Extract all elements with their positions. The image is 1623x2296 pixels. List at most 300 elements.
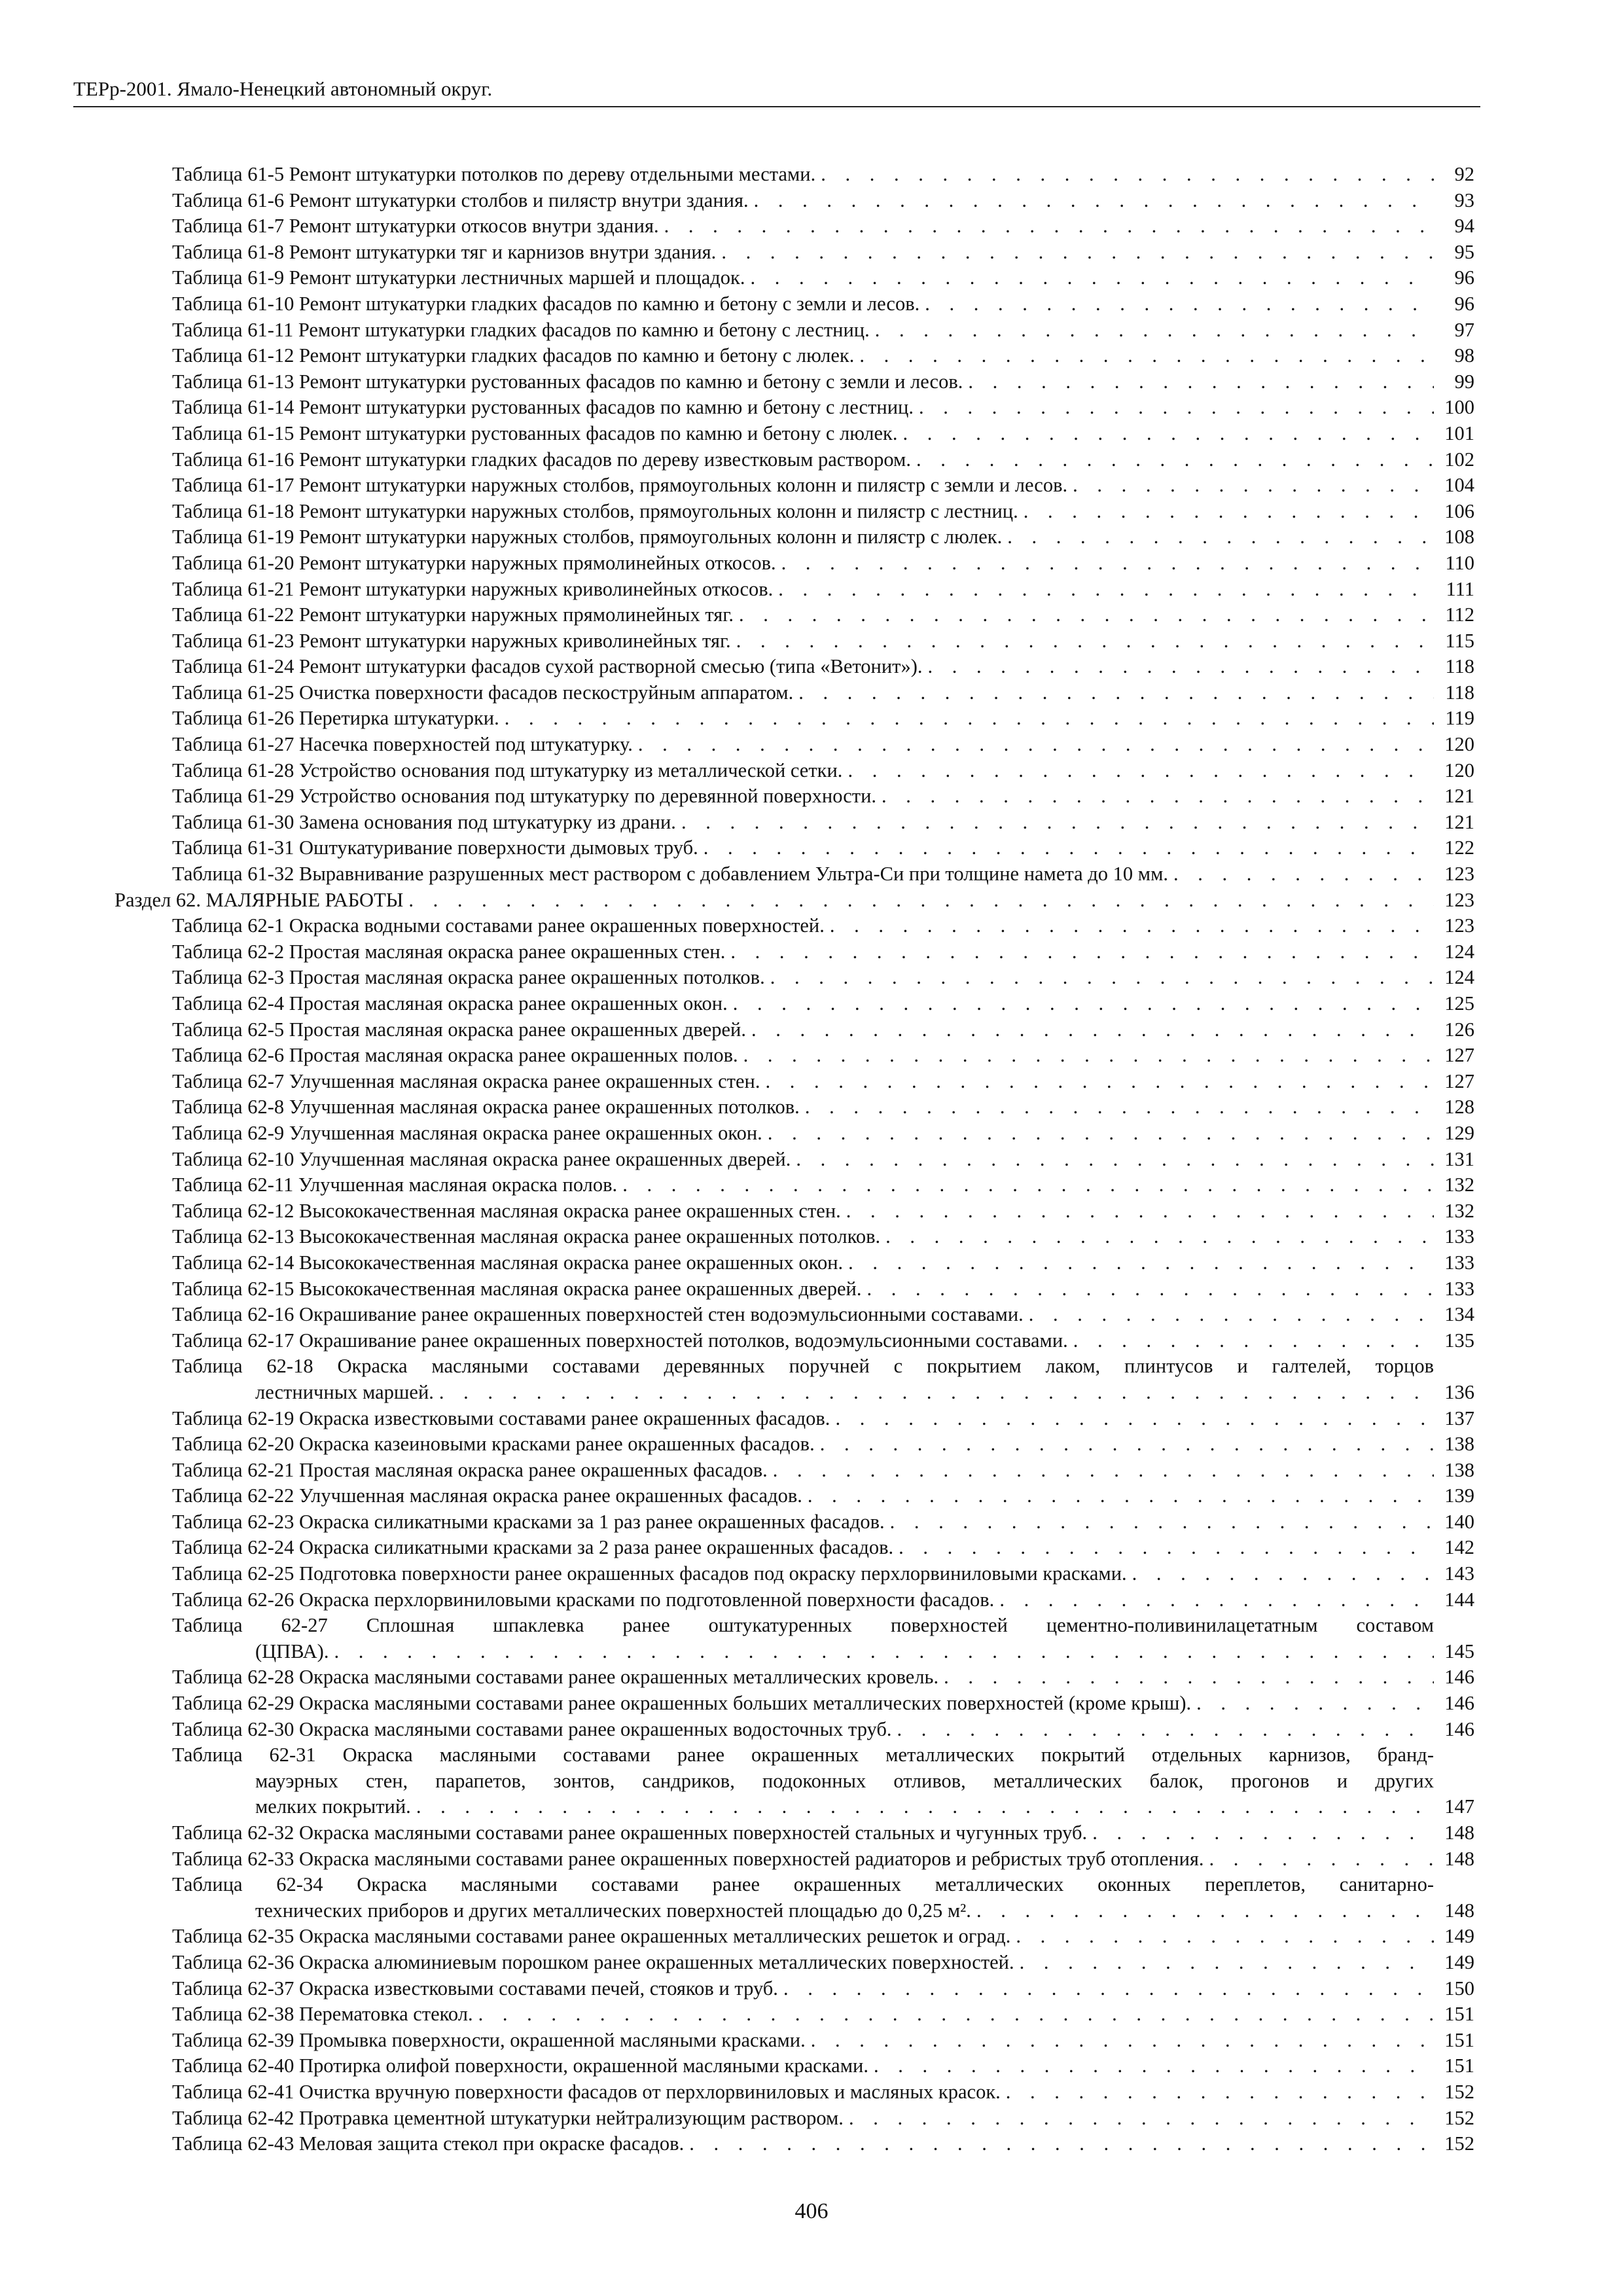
dot-leader (1018, 499, 1434, 525)
dot-leader (1127, 1561, 1434, 1587)
toc-entry-text: Таблица 62-38 Перематовка стекол. (172, 2003, 473, 2026)
toc-page-number: 133 (1444, 1251, 1474, 1274)
toc-entry (115, 524, 1474, 550)
toc-entry (115, 1354, 1474, 1405)
toc-entry-text: Таблица 61-17 Ремонт штукатурки наружных столбов, прямоугольных колонн и пилястр с земли и лесов. (172, 474, 1068, 497)
toc-entry (115, 499, 1474, 525)
toc-entry-text: Таблица 61-6 Ремонт штукатурки столбов и пилястр внутри здания. (172, 188, 749, 211)
toc-entry-text: Таблица 61-18 Ремонт штукатурки наружных столбов, прямоугольных колонн и пилястр с лестниц. (172, 499, 1018, 522)
toc-page-number: 152 (1444, 2106, 1474, 2129)
dot-leader (1024, 1302, 1434, 1328)
toc-entry (115, 369, 1474, 395)
dot-leader (815, 162, 1434, 188)
toc-page-number: 97 (1454, 318, 1474, 341)
toc-page-number: 100 (1444, 396, 1474, 419)
dot-leader (885, 1509, 1434, 1535)
toc-entry (115, 1406, 1474, 1432)
toc-entry-title (172, 783, 1434, 810)
dot-leader (1067, 473, 1434, 499)
toc-entry-title (172, 835, 1434, 861)
toc-page-number: 99 (1454, 370, 1474, 393)
toc-page-number: 134 (1444, 1303, 1474, 1326)
toc-entry-title (172, 1691, 1434, 1717)
toc-entry (115, 395, 1474, 421)
toc-entry-text: Таблица 62-41 Очистка вручную поверхности фасадов от перхлорвиниловых и масляных красок. (172, 2080, 1001, 2103)
toc-entry (115, 1147, 1474, 1173)
toc-page-number: 150 (1444, 1977, 1474, 2000)
toc-entry (115, 732, 1474, 758)
toc-page-number: 122 (1444, 836, 1474, 859)
toc-page-number: 96 (1454, 266, 1474, 289)
toc-entry-title (172, 1509, 1434, 1535)
toc-entry (115, 1328, 1474, 1354)
dot-leader (473, 2001, 1434, 2028)
toc-entry-title (172, 1717, 1434, 1743)
toc-entry-title (172, 2028, 1434, 2054)
toc-page-number: 110 (1445, 551, 1474, 574)
toc-page-number: 123 (1444, 914, 1474, 937)
toc-entry-text: Таблица 62-23 Окраска силикатными красками за 1 раз ранее окрашенных фасадов. (172, 1510, 885, 1533)
toc-entry (115, 835, 1474, 861)
toc-entry-title (172, 1846, 1434, 1873)
toc-entry-text: Таблица 62-15 Высококачественная масляная окраска ранее окрашенных дверей. (172, 1277, 862, 1300)
dot-leader (1002, 524, 1434, 550)
toc-entry (115, 162, 1474, 188)
toc-entry-title (172, 1121, 1434, 1147)
toc-page-number: 138 (1444, 1458, 1474, 1481)
toc-entry-text: Таблица 62-42 Протравка цементной штукатурки нейтрализующим раствором. (172, 2106, 844, 2129)
toc-entry (115, 1250, 1474, 1276)
dot-leader (880, 1224, 1434, 1250)
toc-entry-title (172, 499, 1434, 525)
dot-leader (659, 213, 1434, 240)
toc-entry-text: Таблица 62-31 Окраска масляными составами ранее окрашенных металлических покрытий отдельных карнизов, бранд- (172, 1744, 1434, 1767)
toc-entry (115, 1121, 1474, 1147)
dot-leader (499, 706, 1434, 732)
toc-page-number: 147 (1444, 1795, 1474, 1818)
toc-page-number: 98 (1454, 344, 1474, 367)
toc-page-number: 139 (1444, 1484, 1474, 1507)
dot-leader (684, 2131, 1434, 2157)
toc-entry-title (172, 1950, 1434, 1976)
dot-leader (911, 447, 1434, 473)
dot-leader (1087, 1820, 1434, 1846)
toc-page-number: 120 (1444, 733, 1474, 756)
dot-leader (738, 1043, 1434, 1069)
dot-leader (854, 343, 1434, 369)
toc-entry-text: Таблица 62-21 Простая масляная окраска ранее окрашенных фасадов. (172, 1458, 768, 1481)
toc-entry (115, 473, 1474, 499)
dot-leader (994, 1587, 1434, 1613)
dot-leader (842, 758, 1434, 784)
toc-entry (115, 1043, 1474, 1069)
toc-entry-text: Таблица 62-17 Окрашивание ранее окрашенных поверхностей потолков, водоэмульсионными составами. (172, 1329, 1068, 1352)
toc-entry-title (172, 1354, 1434, 1405)
toc-page-number: 118 (1445, 655, 1474, 678)
toc-entry-text: Таблица 62-8 Улучшенная масляная окраска ранее окрашенных потолков. (172, 1096, 800, 1119)
toc-entry (115, 188, 1474, 214)
dot-leader (868, 2053, 1434, 2079)
toc-entry (115, 343, 1474, 369)
toc-page-number: 124 (1444, 940, 1474, 963)
toc-entry-text: Таблица 61-20 Ремонт штукатурки наружных прямолинейных откосов. (172, 551, 776, 574)
toc-entry-text: Таблица 61-32 Выравнивание разрушенных мест раствором с добавлением Ультра-Си при толщине намета до 10 мм. (172, 863, 1169, 886)
toc-entry (115, 577, 1474, 603)
toc-entry (115, 265, 1474, 291)
toc-entry-text: лестничных маршей. (255, 1380, 434, 1403)
toc-page-number: 151 (1444, 2028, 1474, 2051)
dot-leader (791, 1147, 1434, 1173)
toc-entry (115, 1846, 1474, 1873)
toc-entry (115, 1017, 1474, 1043)
toc-entry-text: Таблица 61-9 Ремонт штукатурки лестничных маршей и площадок. (172, 266, 745, 289)
toc-entry-text: Таблица 61-23 Ремонт штукатурки наружных криволинейных тяг. (172, 629, 731, 652)
toc-entry-title (172, 1017, 1434, 1043)
toc-entry (115, 913, 1474, 939)
toc-entry-title (172, 654, 1434, 680)
toc-entry-title (172, 524, 1434, 550)
toc-entry-text: Таблица 61-25 Очистка поверхности фасадов пескоструйным аппаратом. (172, 681, 794, 704)
dot-leader (919, 291, 1434, 317)
toc-page-number: 93 (1454, 188, 1474, 211)
toc-entry-title (172, 317, 1434, 344)
toc-page-number: 148 (1444, 1821, 1474, 1844)
toc-entry-title (172, 1172, 1434, 1198)
toc-entry-title (172, 2079, 1434, 2106)
toc-entry-text: Таблица 61-30 Замена основания под штукатурку из драни. (172, 810, 676, 833)
toc-entry-text: Таблица 62-6 Простая масляная окраска ранее окрашенных полов. (172, 1044, 738, 1067)
dot-leader (676, 810, 1434, 836)
toc-entry-text: Таблица 62-5 Простая масляная окраска ранее окрашенных дверей. (172, 1018, 746, 1041)
toc-entry (115, 1820, 1474, 1846)
toc-page-number: 146 (1444, 1692, 1474, 1715)
dot-leader (870, 317, 1434, 344)
toc-entry-text: Таблица 62-22 Улучшенная масляная окраска ранее окрашенных фасадов. (172, 1484, 802, 1507)
dot-leader (1014, 1950, 1434, 1976)
toc-page-number: 143 (1444, 1562, 1474, 1585)
dot-leader (411, 1794, 1434, 1820)
dot-leader (633, 732, 1434, 758)
toc-entry-text: мауэрных стен, парапетов, зонтов, сандриков, подоконных отливов, металлических балок, прогонов и других (255, 1769, 1434, 1792)
toc-page-number: 144 (1444, 1588, 1474, 1611)
toc-entry-text: технических приборов и других металлических поверхностей площадью до 0,25 м². (255, 1899, 971, 1922)
toc-entry-text: Таблица 61-21 Ремонт штукатурки наружных криволинейных откосов. (172, 577, 774, 600)
toc-entry-title (172, 240, 1434, 266)
toc-entry (115, 991, 1474, 1017)
toc-page-number: 102 (1444, 448, 1474, 471)
dot-leader (923, 654, 1434, 680)
toc-page-number: 121 (1444, 785, 1474, 808)
toc-entry-text: Таблица 62-16 Окрашивание ранее окрашенных поверхностей стен водоэмульсионными составами. (172, 1303, 1024, 1326)
page-number: 406 (794, 2199, 829, 2223)
toc-entry-title (172, 369, 1434, 395)
toc-entry-text: Таблица 61-15 Ремонт штукатурки рустованных фасадов по камню и бетону с люлек. (172, 422, 898, 444)
toc-entry (115, 1561, 1474, 1587)
toc-entry-text: Таблица 61-11 Ремонт штукатурки гладких фасадов по камню и бетону с лестниц. (172, 318, 870, 341)
toc-page-number: 120 (1444, 759, 1474, 781)
toc-entry-title (172, 395, 1434, 421)
toc-entry-text: Таблица 61-13 Ремонт штукатурки рустованных фасадов по камню и бетону с земли и лесов. (172, 370, 963, 393)
toc-entry-title (172, 1664, 1434, 1691)
toc-page-number: 138 (1444, 1433, 1474, 1456)
toc-entry (115, 447, 1474, 473)
toc-page-number: 152 (1444, 2080, 1474, 2103)
toc-entry (115, 1664, 1474, 1691)
dot-leader (893, 1535, 1434, 1561)
toc-entry (115, 1976, 1474, 2002)
toc-page-number: 129 (1444, 1121, 1474, 1144)
toc-entry-title (172, 162, 1434, 188)
dot-leader (434, 1380, 1434, 1406)
dot-leader (773, 577, 1434, 603)
running-header: ТЕРр-2001. Ямало-Ненецкий автономный округ. (73, 76, 1480, 107)
toc-entry-text: Таблица 61-10 Ремонт штукатурки гладких фасадов по камню и бетону с земли и лесов. (172, 292, 920, 315)
toc-entry (115, 291, 1474, 317)
toc-page-number: 106 (1444, 499, 1474, 522)
toc-page-number: 112 (1445, 603, 1474, 626)
toc-entry (115, 654, 1474, 680)
toc-entry-title (172, 1587, 1434, 1613)
toc-entry-title (172, 550, 1434, 577)
toc-entry-title (172, 1561, 1434, 1587)
dot-leader (762, 1121, 1434, 1147)
toc-entry-text: Таблица 61-5 Ремонт штукатурки потолков по дереву отдельными местами. (172, 163, 816, 185)
dot-leader (897, 421, 1434, 447)
toc-entry-title (172, 732, 1434, 758)
toc-entry-text: Таблица 62-10 Улучшенная масляная окраска ранее окрашенных дверей. (172, 1147, 791, 1170)
toc-page-number: 119 (1445, 707, 1474, 730)
toc-page-number: 142 (1444, 1536, 1474, 1559)
toc-entry-text: Таблица 62-32 Окраска масляными составами ранее окрашенных поверхностей стальных и чугунных труб. (172, 1821, 1088, 1844)
toc-entry (115, 861, 1474, 888)
dot-leader (800, 1094, 1434, 1121)
toc-page-number: 152 (1444, 2132, 1474, 2155)
dot-leader (728, 991, 1434, 1017)
dot-leader (749, 188, 1434, 214)
toc-page-number: 104 (1444, 474, 1474, 497)
dot-leader (844, 2106, 1434, 2132)
dot-leader (734, 602, 1434, 628)
dot-leader (329, 1639, 1434, 1665)
toc-entry (115, 1276, 1474, 1302)
dot-leader (1191, 1691, 1434, 1717)
toc-entry-text: Таблица 62-26 Окраска перхлорвиниловыми красками по подготовленной поверхности фасадов. (172, 1588, 995, 1611)
dot-leader (698, 835, 1434, 861)
toc-entry-text: Таблица 62-9 Улучшенная масляная окраска ранее окрашенных окон. (172, 1121, 762, 1144)
toc-entry (115, 1535, 1474, 1561)
toc-entry-text: Таблица 62-27 Сплошная шпаклевка ранее оштукатуренных поверхностей цементно-поливинилацетатным составом (172, 1614, 1434, 1637)
toc-entry-text: Таблица 62-14 Высококачественная масляная окраска ранее окрашенных окон. (172, 1251, 844, 1274)
toc-entry (115, 1613, 1474, 1664)
dot-leader (971, 1898, 1434, 1924)
toc-entry (115, 810, 1474, 836)
dot-leader (731, 628, 1434, 655)
toc-page-number: 115 (1445, 629, 1474, 652)
toc-entry-title (172, 1431, 1434, 1458)
dot-leader (841, 1198, 1434, 1225)
toc-page-number: 132 (1444, 1199, 1474, 1222)
toc-page-number: 121 (1444, 810, 1474, 833)
toc-page-number: 92 (1454, 163, 1474, 185)
toc-page-number: 96 (1454, 292, 1474, 315)
toc-entry-text: Таблица 62-3 Простая масляная окраска ранее окрашенных потолков. (172, 966, 765, 989)
toc-entry-title (172, 1976, 1434, 2002)
toc-entry (115, 783, 1474, 810)
toc-page-number: 132 (1444, 1174, 1474, 1196)
toc-entry-text: Таблица 62-43 Меловая защита стекол при окраске фасадов. (172, 2132, 685, 2155)
toc-entry (115, 680, 1474, 706)
toc-entry (115, 2106, 1474, 2132)
dot-leader (806, 2028, 1434, 2054)
toc-entry-title (172, 1535, 1434, 1561)
toc-entry-text: Таблица 61-16 Ремонт штукатурки гладких фасадов по дереву известковым раствором. (172, 448, 911, 471)
toc-entry-text: Таблица 62-29 Окраска масляными составами ранее окрашенных больших металлических поверхностей (кроме крыш). (172, 1692, 1192, 1715)
toc-entry (115, 1198, 1474, 1225)
toc-entry-title (172, 1147, 1434, 1173)
dot-leader (725, 939, 1434, 965)
toc-entry-text: Таблица 62-11 Улучшенная масляная окраска полов. (172, 1174, 618, 1196)
toc-page-number: 123 (1444, 863, 1474, 886)
toc-entry-text: Раздел 62. МАЛЯРНЫЕ РАБОТЫ (115, 888, 404, 911)
toc-entry-title (172, 1043, 1434, 1069)
toc-entry (115, 1302, 1474, 1328)
toc-entry-title (172, 861, 1434, 888)
dot-leader (1068, 1328, 1434, 1354)
dot-leader (745, 265, 1435, 291)
dot-leader (938, 1664, 1434, 1691)
toc-page-number: 140 (1444, 1510, 1474, 1533)
dot-leader (892, 1717, 1434, 1743)
toc-entry-text: Таблица 62-4 Простая масляная окраска ранее окрашенных окон. (172, 992, 728, 1014)
toc-page-number: 131 (1444, 1147, 1474, 1170)
toc-section-heading (115, 888, 1474, 914)
dot-leader (403, 888, 1434, 914)
toc-entry-text: Таблица 62-34 Окраска масляными составами ранее окрашенных металлических оконных переплетов, санитарно- (172, 1873, 1434, 1896)
toc-entry-text: Таблица 61-27 Насечка поверхностей под штукатурку. (172, 733, 633, 756)
toc-entry (115, 1172, 1474, 1198)
dot-leader (760, 1069, 1434, 1095)
dot-leader (825, 913, 1434, 939)
toc-entry-title (172, 188, 1434, 214)
toc-entry-title (172, 1198, 1434, 1225)
toc-entry-text: Таблица 62-7 Улучшенная масляная окраска ранее окрашенных стен. (172, 1069, 760, 1092)
toc-entry-title (172, 810, 1434, 836)
toc-entry-title (172, 2001, 1434, 2028)
dot-leader (793, 680, 1434, 706)
toc-entry (115, 1950, 1474, 1976)
dot-leader (914, 395, 1434, 421)
toc-entry-title (172, 680, 1434, 706)
dot-leader (776, 550, 1434, 577)
toc-entry (115, 706, 1474, 732)
toc-entry-title (115, 888, 1434, 914)
toc-entry (115, 317, 1474, 344)
toc-entry-title (172, 447, 1434, 473)
dot-leader (815, 1431, 1434, 1458)
toc-entry-title (172, 1820, 1434, 1846)
toc-page-number: 137 (1444, 1407, 1474, 1429)
toc-page-number: 149 (1444, 1925, 1474, 1948)
toc-entry-title (172, 577, 1434, 603)
toc-entry (115, 240, 1474, 266)
toc-entry (115, 758, 1474, 784)
toc-entry-title (172, 2106, 1434, 2132)
toc-page-number: 146 (1444, 1717, 1474, 1740)
toc-entry (115, 1224, 1474, 1250)
toc-entry-title (172, 213, 1434, 240)
toc-entry-text: Таблица 62-13 Высококачественная масляная окраска ранее окрашенных потолков. (172, 1225, 881, 1248)
toc-entry (115, 1431, 1474, 1458)
toc-entry (115, 2079, 1474, 2106)
toc-entry (115, 602, 1474, 628)
toc-entry-text: Таблица 62-2 Простая масляная окраска ранее окрашенных стен. (172, 940, 726, 963)
toc-page-number: 146 (1444, 1666, 1474, 1689)
toc-entry-title (172, 1458, 1434, 1484)
dot-leader (1001, 2079, 1434, 2106)
toc-page-number: 151 (1444, 2054, 1474, 2077)
toc-entry-title (172, 1069, 1434, 1095)
toc-entry-title (172, 939, 1434, 965)
toc-page-number: 101 (1444, 422, 1474, 444)
toc-page-number: 151 (1444, 2003, 1474, 2026)
toc-entry-text: Таблица 62-18 Окраска масляными составами деревянных поручней с покрытием лаком, плинтусов и галтелей, торцов (172, 1355, 1434, 1378)
dot-leader (1010, 1924, 1434, 1950)
toc-page-number: 123 (1444, 888, 1474, 911)
toc-entry (115, 939, 1474, 965)
toc-entry-text: Таблица 62-12 Высококачественная масляная окраска ранее окрашенных стен. (172, 1199, 841, 1222)
toc-entry (115, 1872, 1474, 1924)
toc-entry (115, 1587, 1474, 1613)
toc-entry-title (172, 1924, 1434, 1950)
toc-entry (115, 965, 1474, 991)
toc-page-number: 124 (1444, 966, 1474, 989)
toc-page-number: 127 (1444, 1044, 1474, 1067)
toc-entry-text: Таблица 61-31 Оштукатуривание поверхности дымовых труб. (172, 836, 698, 859)
toc-entry-text: Таблица 61-22 Ремонт штукатурки наружных прямолинейных тяг. (172, 603, 734, 626)
toc-page-number: 127 (1444, 1069, 1474, 1092)
toc-page-number: 94 (1454, 215, 1474, 238)
toc-entry-title (172, 965, 1434, 991)
toc-entry-text: Таблица 61-8 Ремонт штукатурки тяг и карнизов внутри здания. (172, 240, 717, 263)
dot-leader (861, 1276, 1434, 1302)
toc-entry (115, 1509, 1474, 1535)
toc-entry-title (172, 758, 1434, 784)
toc-page-number: 108 (1444, 526, 1474, 548)
toc-entry (115, 2028, 1474, 2054)
toc-page-number: 111 (1446, 577, 1474, 600)
toc-entry (115, 1924, 1474, 1950)
toc-entry-text: Таблица 62-30 Окраска масляными составами ранее окрашенных водосточных труб. (172, 1717, 892, 1740)
toc-entry (115, 1069, 1474, 1095)
toc-entry-title (172, 602, 1434, 628)
toc-entry (115, 1094, 1474, 1121)
toc-entry-text: Таблица 62-25 Подготовка поверхности ранее окрашенных фасадов под окраску перхлорвиниловыми красками. (172, 1562, 1127, 1585)
toc-entry (115, 1691, 1474, 1717)
toc-page-number: 126 (1444, 1018, 1474, 1041)
toc-entry-text: (ЦПВА). (255, 1640, 329, 1662)
toc-entry-text: мелких покрытий. (255, 1795, 411, 1818)
toc-entry-text: Таблица 62-33 Окраска масляными составами ранее окрашенных поверхностей радиаторов и ребристых труб отопления. (172, 1847, 1204, 1870)
dot-leader (876, 783, 1434, 810)
toc-entry-text: Таблица 61-29 Устройство основания под штукатурку по деревянной поверхности. (172, 785, 877, 808)
dot-leader (746, 1017, 1434, 1043)
toc-page-number: 128 (1444, 1096, 1474, 1119)
toc-entry-title (172, 1302, 1434, 1328)
toc-page-number: 135 (1444, 1329, 1474, 1352)
toc-entry (115, 628, 1474, 655)
toc-entry (115, 2053, 1474, 2079)
toc-page-number: 133 (1444, 1277, 1474, 1300)
